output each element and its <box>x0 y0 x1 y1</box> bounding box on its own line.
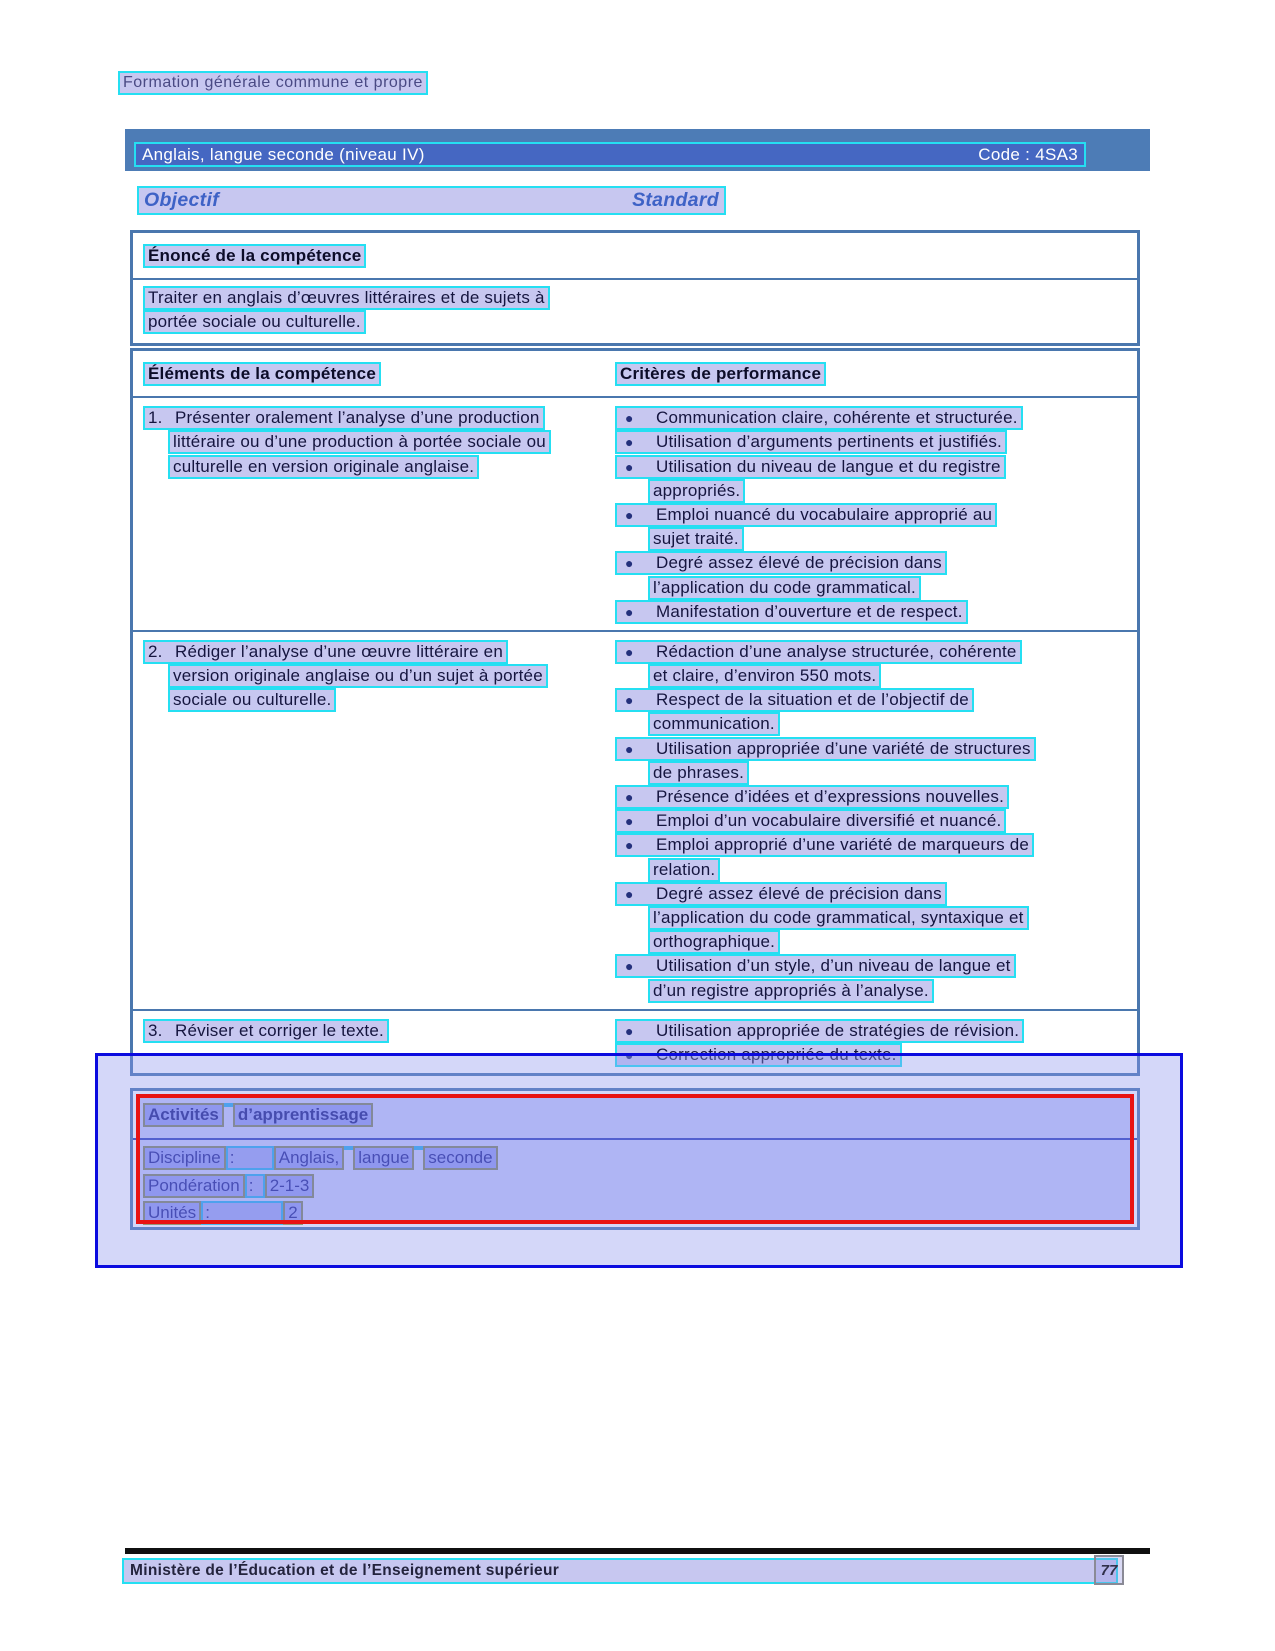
footer-page-number: 77 <box>1094 1555 1124 1585</box>
enonce-body <box>133 280 1137 342</box>
criteria-cell <box>615 406 1127 624</box>
top-label-text: Formation générale commune et propre <box>118 71 428 95</box>
criteria-cell <box>615 1019 1127 1067</box>
bullet-icon: ● <box>625 434 634 451</box>
criteria-line: ● Emploi nuancé du vocabulaire approprié au <box>615 503 997 527</box>
bullet-icon: ● <box>625 555 634 572</box>
criteria-line: ● Manifestation d’ouverture et de respect. <box>615 600 968 624</box>
bullet-icon: ● <box>625 789 634 805</box>
criteria-line-cont: relation. <box>648 858 720 882</box>
enonce-header-row <box>133 233 1137 280</box>
criteria-line: ● Degré assez élevé de précision dans <box>615 882 947 906</box>
main-table <box>130 348 1140 1076</box>
table-row <box>133 398 1137 630</box>
header-bar-highlight <box>134 142 1086 167</box>
element-line: 3. Réviser et corriger le texte. <box>143 1019 389 1043</box>
criteria-line-cont: l’application du code grammatical, syntaxique et <box>648 906 1029 930</box>
word-gap-box <box>344 1146 353 1150</box>
criteria-line: ● Degré assez élevé de précision dans <box>615 551 947 575</box>
activites-table <box>130 1088 1140 1230</box>
word-gap-box <box>414 1146 423 1150</box>
bullet-icon: ● <box>625 813 634 830</box>
field-value-word: seconde <box>423 1146 497 1170</box>
heading-objectif: Objectif <box>144 189 219 211</box>
bullet-icon: ● <box>625 603 634 620</box>
criteria-line: ● Emploi d’un vocabulaire diversifié et nuancé. <box>615 809 1006 833</box>
bullet-icon: ● <box>625 740 634 757</box>
criteria-line-cont: d’un registre appropriés à l’analyse. <box>648 979 934 1003</box>
criteria-line: ● Emploi approprié d’une variété de marqueurs de <box>615 833 1034 857</box>
bullet-icon: ● <box>625 692 634 709</box>
bullet-icon: ● <box>625 958 634 975</box>
field-label: Discipline <box>143 1146 226 1170</box>
element-line: 2. Rédiger l’analyse d’une œuvre littéraire en <box>143 640 508 664</box>
field-label: Pondération <box>143 1174 245 1198</box>
criteria-line: ● Présence d’idées et d’expressions nouvelles. <box>615 785 1009 809</box>
criteria-line-cont: et claire, d’environ 550 mots. <box>648 664 881 688</box>
col-header-criteres: Critères de performance <box>615 362 826 386</box>
element-line: version originale anglaise ou d’un sujet à portée <box>168 664 548 688</box>
bullet-icon: ● <box>625 837 634 854</box>
element-number: 3. <box>148 1020 163 1040</box>
bullet-icon: ● <box>625 643 634 660</box>
bullet-icon: ● <box>625 1022 634 1039</box>
field-value-word: 2 <box>283 1201 302 1225</box>
element-number: 1. <box>148 408 163 428</box>
criteria-line-cont: orthographique. <box>648 930 780 954</box>
enonce-line: Traiter en anglais d’œuvres littéraires et de sujets à <box>143 286 550 310</box>
table-row <box>133 630 1137 1009</box>
criteria-line: ● Utilisation d’un style, d’un niveau de langue et <box>615 954 1016 978</box>
main-table-header-row <box>133 351 1137 398</box>
field-label: Unités <box>143 1201 201 1225</box>
element-number: 2. <box>148 641 163 661</box>
bullet-icon: ● <box>625 410 634 427</box>
header-bar <box>125 129 1150 171</box>
criteria-cell <box>615 640 1127 1003</box>
criteria-line: ● Rédaction d’une analyse structurée, cohérente <box>615 640 1022 664</box>
criteria-line: ● Correction appropriée du texte. <box>615 1043 902 1067</box>
field-separator: : <box>201 1201 283 1225</box>
activites-title-row <box>143 1103 373 1127</box>
element-cell <box>143 640 615 1003</box>
top-label <box>118 71 428 95</box>
criteria-line-cont: appropriés. <box>648 479 745 503</box>
criteria-line: ● Communication claire, cohérente et structurée. <box>615 406 1023 430</box>
element-line: culturelle en version originale anglaise. <box>168 455 479 479</box>
course-code: Code : 4SA3 <box>978 144 1078 164</box>
criteria-line-cont: l’application du code grammatical. <box>648 576 921 600</box>
criteria-line: ● Utilisation appropriée d’une variété de structures <box>615 737 1036 761</box>
element-line: 1. Présenter oralement l’analyse d’une production <box>143 406 545 430</box>
enonce-line: portée sociale ou culturelle. <box>143 310 366 334</box>
table-row <box>133 1009 1137 1073</box>
field-separator: : <box>245 1174 265 1198</box>
enonce-title: Énoncé de la compétence <box>143 244 366 268</box>
footer-ministry: Ministère de l’Éducation et de l’Enseignement supérieur <box>130 1562 560 1579</box>
word-gap-box <box>224 1103 233 1107</box>
criteria-line-cont: sujet traité. <box>648 527 744 551</box>
enonce-table <box>130 230 1140 346</box>
criteria-line: ● Utilisation appropriée de stratégies de révision. <box>615 1019 1024 1043</box>
criteria-line-cont: de phrases. <box>648 761 749 785</box>
bullet-icon: ● <box>625 885 634 902</box>
element-line: littéraire ou d’une production à portée sociale ou <box>168 430 551 454</box>
activites-title-word: d’apprentissage <box>233 1103 373 1127</box>
section-headings <box>137 186 726 215</box>
field-value-word: Anglais, <box>274 1146 344 1170</box>
activites-title-word: Activités <box>143 1103 224 1127</box>
element-cell <box>143 406 615 624</box>
col-header-elements: Éléments de la compétence <box>143 362 381 386</box>
criteria-line-cont: communication. <box>648 712 780 736</box>
bullet-icon: ● <box>625 458 634 475</box>
bullet-icon: ● <box>625 1046 634 1063</box>
criteria-line: ● Respect de la situation et de l’objectif de <box>615 688 974 712</box>
criteria-line: ● Utilisation du niveau de langue et du registre <box>615 455 1006 479</box>
bullet-icon: ● <box>625 506 634 523</box>
activites-field-row <box>143 1201 303 1225</box>
element-line: sociale ou culturelle. <box>168 688 336 712</box>
footer-highlight <box>122 1558 1118 1584</box>
activites-field-row <box>143 1146 498 1170</box>
course-title: Anglais, langue seconde (niveau IV) <box>142 144 425 164</box>
field-value-word: langue <box>353 1146 414 1170</box>
field-separator: : <box>226 1146 274 1170</box>
element-cell <box>143 1019 615 1067</box>
footer-rule <box>125 1548 1150 1554</box>
activites-field-row <box>143 1174 314 1198</box>
field-value-word: 2-1-3 <box>265 1174 315 1198</box>
heading-standard: Standard <box>632 189 719 211</box>
activites-divider <box>133 1138 1137 1140</box>
criteria-line: ● Utilisation d’arguments pertinents et justifiés. <box>615 430 1007 454</box>
